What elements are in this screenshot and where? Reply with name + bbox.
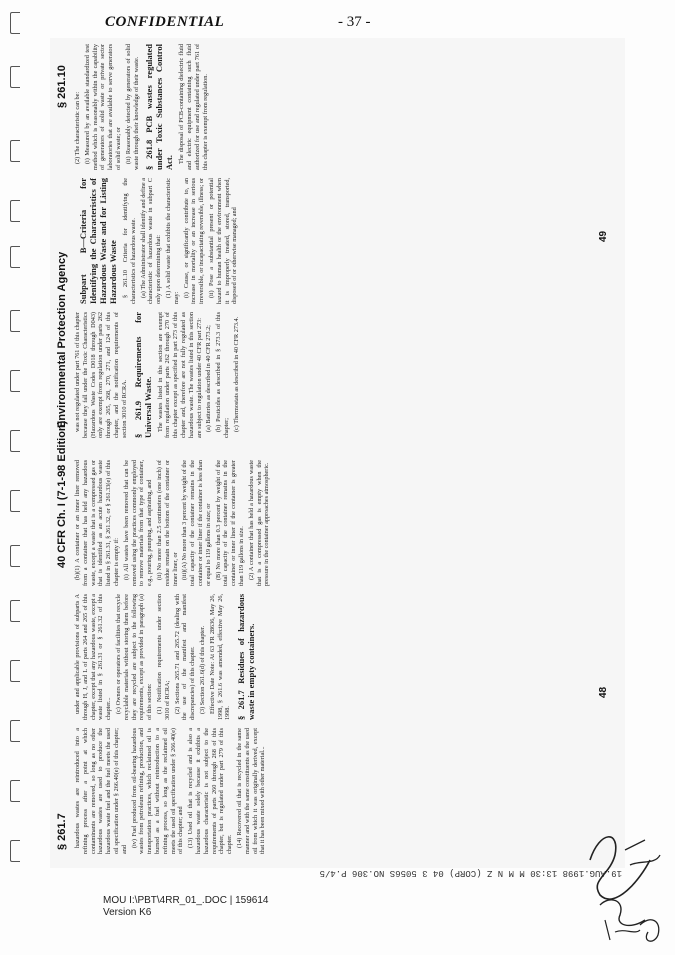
paragraph: (i) Cause, or significantly contribute to, an increase in mortality or an increase in serious irreversible, or incapacitating reversible, illness; or [182,178,206,304]
right-running-head: Environmental Protection Agency [56,251,68,428]
binder-mark [10,780,20,802]
paragraph: (c) Owners or operators of facilities that recycle recyclable materials without storing them before they are recycled are subject to the following requirements, except as provided in paragraph (a) of this section: [114,594,154,720]
paragraph: (3) Section 261.6(d) of this chapter. [198,625,206,714]
paragraph: (i) All wastes have been removed that can be removed using the practices commonly employed to remove materials from that type of container, e.g., pouring, pumping, and aspirating, and [122,460,154,586]
paragraph: was not regulated under part 761 of this chapter because they fall under the Toxic Characteristics (Hazardous Waste Codes D018 through D043) only are exempt from regulation under parts 262 through 265, 268, 270, 271, and 124 of this chapter, and the notification requirements of section 3010 of RCRA. [74,312,128,438]
section-heading: § 261.8 PCB wastes regulated under Toxic Substances Control Act. [144,44,175,170]
paragraph: (1) A solid waste that exhibits the characteristic may: [164,178,180,304]
binder-mark [10,66,20,88]
binder-mark [10,140,20,162]
paragraph: (b) Pesticides as described in § 273.3 of this chapter; [215,312,230,438]
paragraph: (ii) Pose a substantial present or potential hazard to human health or the environment when it is improperly treated, stored, transported, disposed of or otherwise managed; and [207,178,239,304]
binder-mark [10,545,20,567]
binder-mark [10,660,20,682]
handwritten-initials [570,820,670,950]
paragraph: (2) Sections 265.71 and 265.72 (dealing with the use of the manifest and manifest discrepancies) of this chapter. [173,594,197,720]
text-column [74,44,594,170]
paragraph: (ii) Reasonably detected by generators of solid waste through their knowledge of their waste. [124,44,140,170]
document-identifier [103,895,268,919]
paragraph: (b)(1) A container or an inner liner removed from a container that has held any hazardous waste, except a waste that is a compressed gas or that is identified as an acute hazardous waste listed in § 261.31, § 261.32, or § 261.33(e) of this chapter is empty if: [74,460,120,586]
subpart-heading: Subpart B—Criteria for Identifying the Characteristics of Hazardous Waste and for Listing Hazardous Waste [78,178,118,304]
confidential-label: CONFIDENTIAL [105,14,225,30]
paragraph: (iv) Fuel produced from oil-bearing hazardous wastes from petroleum refining, production, and transportation practices, which reclaimed oil is burned as a fuel without reintroduction to a refining process, so long as the reclaimed oil meets the used oil specification under § 266.40(e) of this chapter; and [130,728,185,854]
left-page-number: 48 [598,686,609,698]
page-number: - 37 - [338,14,371,30]
binder-mark [10,246,20,268]
section-heading: § 261.9 Requirements for Universal Waste. [132,312,153,438]
binder-mark [10,600,20,622]
scanned-cfr-page [50,38,625,868]
paragraph: Effective Date Note: At 63 FR 28636, May 26, 1998, § 261.6 was amended, effective May 26, 1998. [208,594,232,720]
fax-header-strip: 19.AUG.1998 13:30 M M N Z (CORP) 04 3 5056S NO.306 P.4/5 [319,868,622,878]
paragraph: hazardous wastes are reintroduced into a refining process after a point at which contaminants are removed, so long as no other hazardous wastes are used to produce the hazardous waste fuel and the fuel meets the used oil specification under § 266.40(e) of this chapter; and [74,728,128,854]
paragraph: (2) A container that has held a hazardous waste that is a compressed gas is empty when the pressure in the container approaches atmospheric. [247,460,271,586]
text-column [74,312,594,438]
text-column [74,178,594,304]
text-column [74,594,594,720]
left-running-section: 40 CFR Ch. I (7-1-98 Edition) [56,420,68,568]
paragraph: (14) Recovered oil that is recycled in the same manner and with the same constituents as the used oil from which it was originally derived, except that it has been mixed with other material... [235,728,267,854]
paragraph: (1) Notification requirements under section 3010 of RCRA; [155,594,171,720]
paragraph: (13) Used oil that is recycled and is also a hazardous waste solely because it exhibits a hazardous characteristic is not subject to the requirements of parts 260 through 268 of this chapter, but is regulated under part 279 of this chapter. [187,728,234,854]
binder-mark [10,720,20,742]
paragraph: The wastes listed in this section are exempt from regulation under parts 262 through 270 of this chapter except as specified in part 273 of this chapter and, therefore are not fully regulated as hazardous waste. The wastes listed in this section are subject to regulation under 40 CFR part 273: [156,312,203,438]
text-column [74,460,594,586]
binder-mark [10,370,20,392]
binder-mark [10,12,20,34]
paragraph: under and applicable provisions of subparts A through H, J, and L of parts 264 and 265 of this chapter, except that any hazardous waste, except a waste listed in § 261.31 or § 261.32 of this chapter... [74,594,113,720]
left-running-head: § 261.7 [56,813,68,850]
binder-mark [10,430,20,452]
section-heading: § 261.7 Residues of hazardous waste in empty containers. [236,594,257,720]
paragraph: (B) No more than 0.3 percent by weight of the total capacity of the container remains in the container or inner liner if the container is greater than 119 gallons in size. [214,460,245,586]
doc-version: Version K6 [103,907,152,918]
text-column [74,728,594,854]
paragraph: (iii)(A) No more than 3 percent by weight of the total capacity of the container remains in the container or inner liner if the container is less than or equal to 119 gallons in size; or [181,460,212,586]
paragraph: The disposal of PCB-containing dielectric fluid and electric equipment containing such fluid authorized for use and regulated under part 761 of this chapter is exempt from regulation. [178,44,209,170]
right-page-number: 49 [598,230,609,242]
paragraph: § 261.10 Criteria for identifying the characteristics of hazardous waste. [122,178,137,304]
binder-mark [10,310,20,332]
paragraph: (2) The characteristic can be: [74,91,81,164]
paragraph: (a) The Administrator shall identify and define a characteristic of hazardous waste in subpart C only upon determining that: [139,178,163,304]
paragraph: (ii) No more than 2.5 centimeters (one inch) of residue remain on the bottom of the container or inner liner, or [155,460,179,586]
paragraph: (c) Thermostats as described in 40 CFR 273.4. [232,316,240,432]
doc-path: MOU I:\PBT\4RR_01_.DOC | 159614 [103,895,269,906]
paragraph: (i) Measured by an available standardized test method which is reasonably within the capability of generators of solid waste or private sector laboratories that are available to serve generators of solid waste; or [83,44,122,170]
paragraph: (a) Batteries as described in 40 CFR 273.2; [205,325,213,432]
binder-mark [10,200,20,222]
right-running-section: § 261.10 [56,65,68,108]
binder-mark [10,840,20,862]
binder-mark [10,490,20,512]
